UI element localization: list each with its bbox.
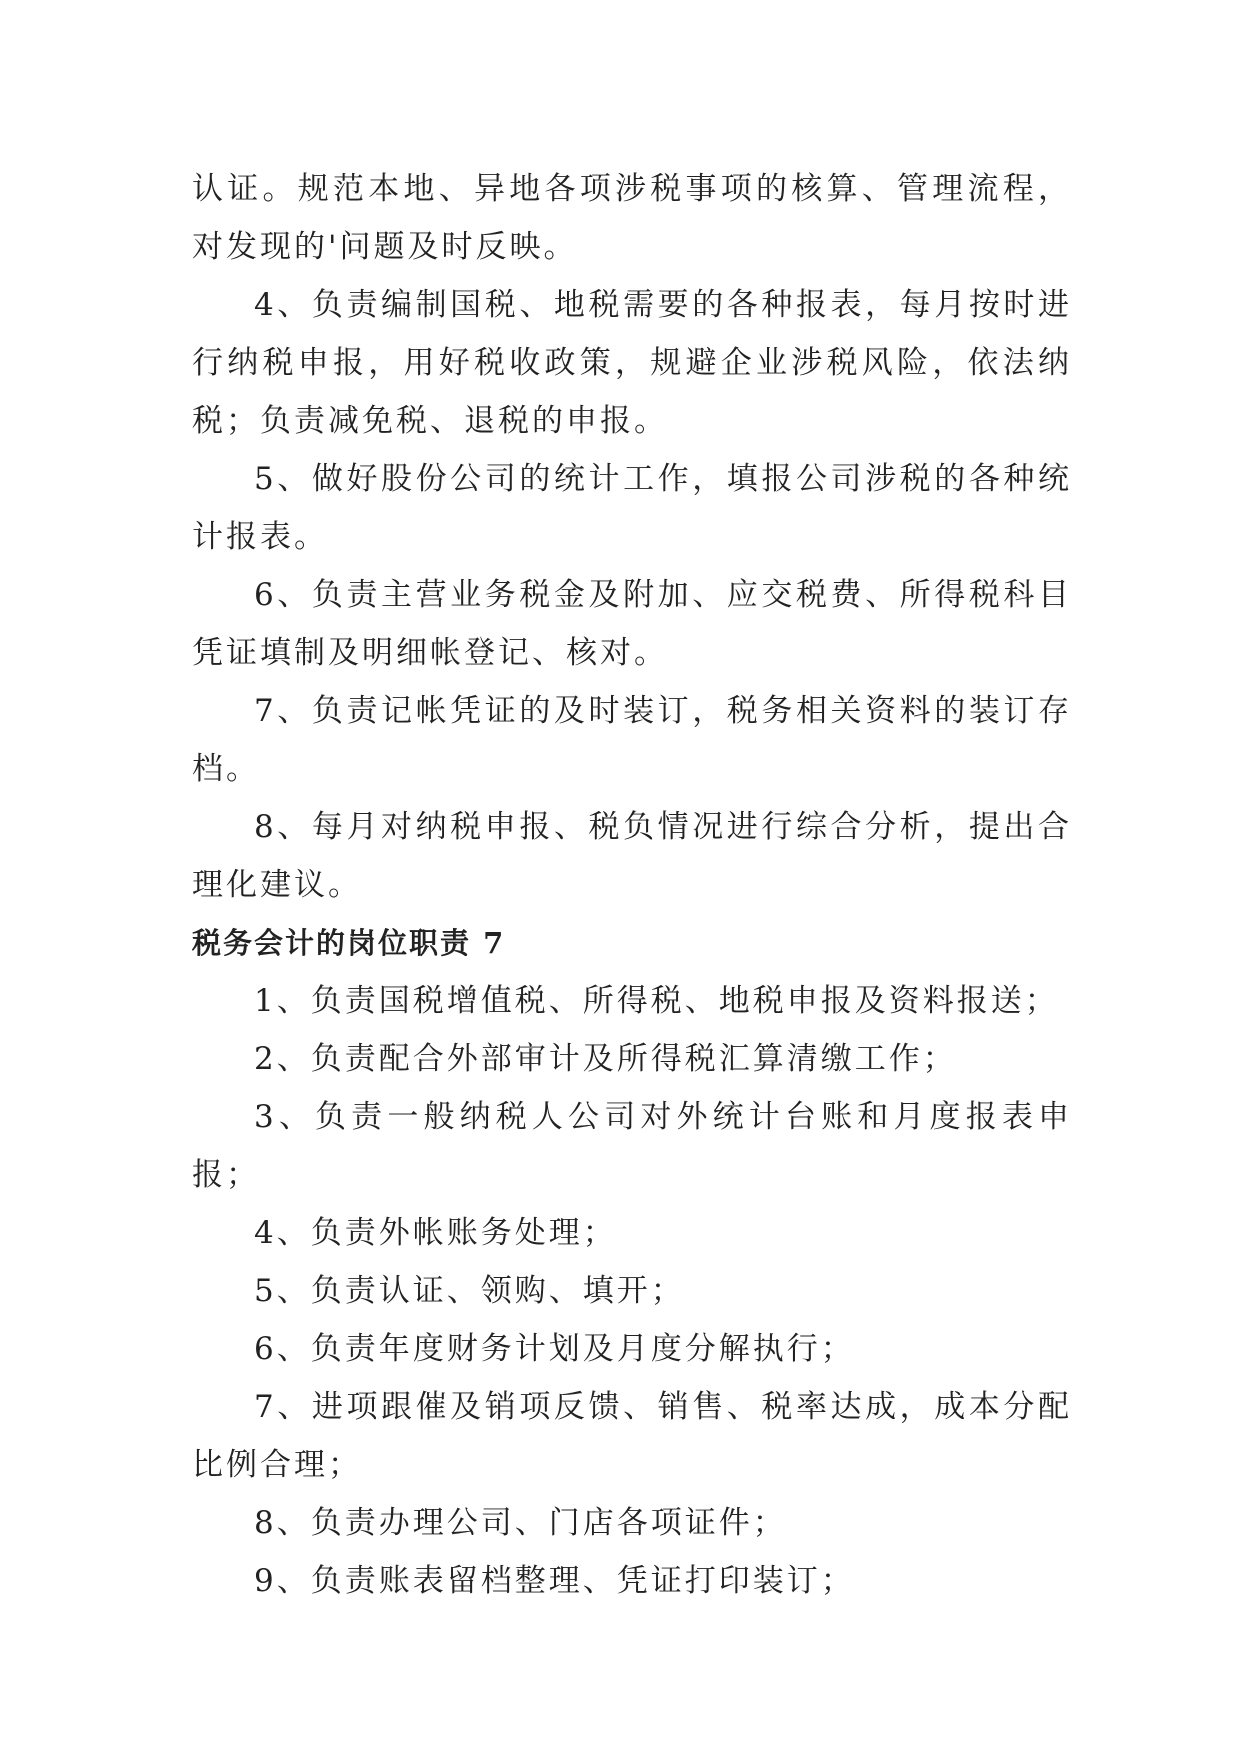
duty-item-6: 6、负责年度财务计划及月度分解执行； [254, 1331, 855, 1367]
duty-item-8: 8、负责办理公司、门店各项证件； [254, 1505, 787, 1541]
duty-item-9: 9、负责账表留档整理、凭证打印装订； [254, 1563, 855, 1599]
section-heading: 税务会计的岗位职责 7 [192, 926, 506, 960]
paragraph-item-4: 4、负责编制国税、地税需要的各种报表，每月按时进行纳税申报，用好税收政策，规避企业涉税风险，依法纳税；负责减免税、退税的申报。 [192, 287, 1072, 439]
duty-item-5: 5、负责认证、领购、填开； [254, 1273, 685, 1309]
duty-item-7: 7、进项跟催及销项反馈、销售、税率达成，成本分配比例合理； [192, 1389, 1072, 1483]
duty-item-3: 3、负责一般纳税人公司对外统计台账和月度报表申报； [192, 1099, 1072, 1193]
paragraph-item-6: 6、负责主营业务税金及附加、应交税费、所得税科目凭证填制及明细帐登记、核对。 [192, 577, 1072, 671]
paragraph-item-8: 8、每月对纳税申报、税负情况进行综合分析，提出合理化建议。 [192, 809, 1072, 903]
paragraph-item-5: 5、做好股份公司的统计工作，填报公司涉税的各种统计报表。 [192, 461, 1072, 555]
duty-item-4: 4、负责外帐账务处理； [254, 1215, 617, 1251]
paragraph-continuation: 认证。规范本地、异地各项涉税事项的核算、管理流程，对发现的'问题及时反映。 [192, 171, 1072, 265]
duty-item-2: 2、负责配合外部审计及所得税汇算清缴工作； [254, 1041, 957, 1077]
document-body [192, 160, 1072, 1610]
duty-list [192, 972, 1072, 1610]
paragraph-item-7: 7、负责记帐凭证的及时装订，税务相关资料的装订存档。 [192, 693, 1072, 787]
duty-item-1: 1、负责国税增值税、所得税、地税申报及资料报送； [254, 983, 1059, 1019]
